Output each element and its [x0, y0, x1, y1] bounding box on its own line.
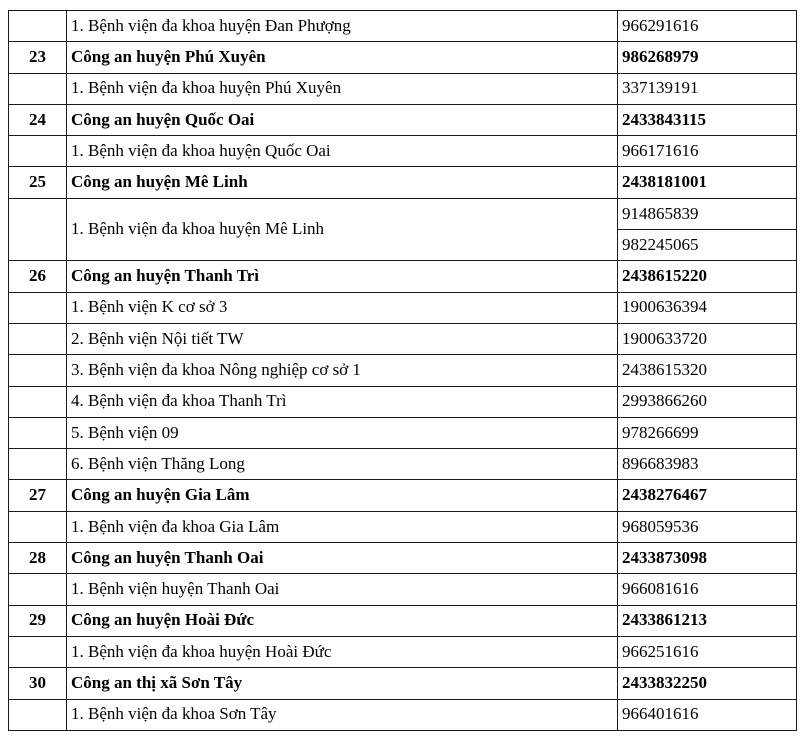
row-number [9, 699, 67, 730]
table-row [9, 543, 797, 574]
hospital-name: 1. Bệnh viện đa khoa huyện Phú Xuyên [67, 73, 618, 104]
row-number [9, 636, 67, 667]
hospital-name: 1. Bệnh viện đa khoa huyện Quốc Oai [67, 136, 618, 167]
police-unit-name: Công an huyện Gia Lâm [67, 480, 618, 511]
phone-number: 978266699 [618, 417, 797, 448]
phone-number: 1900633720 [618, 323, 797, 354]
row-number [9, 292, 67, 323]
row-number: 30 [9, 668, 67, 699]
row-number: 29 [9, 605, 67, 636]
phone-number: 966401616 [618, 699, 797, 730]
row-number: 24 [9, 104, 67, 135]
police-unit-name: Công an huyện Thanh Oai [67, 543, 618, 574]
phone-number: 2438181001 [618, 167, 797, 198]
table-row [9, 605, 797, 636]
table-row [9, 136, 797, 167]
row-number: 23 [9, 42, 67, 73]
table-row [9, 417, 797, 448]
table-row [9, 511, 797, 542]
hospital-name: 1. Bệnh viện đa khoa Gia Lâm [67, 511, 618, 542]
hospital-name: 6. Bệnh viện Thăng Long [67, 449, 618, 480]
row-number [9, 449, 67, 480]
phone-number: 966251616 [618, 636, 797, 667]
table-row [9, 668, 797, 699]
phone-number: 2433832250 [618, 668, 797, 699]
row-number [9, 355, 67, 386]
table-row [9, 167, 797, 198]
table-row [9, 636, 797, 667]
table-row [9, 198, 797, 229]
table-row [9, 355, 797, 386]
phone-number: 2433861213 [618, 605, 797, 636]
hospital-name: 1. Bệnh viện huyện Thanh Oai [67, 574, 618, 605]
row-number [9, 136, 67, 167]
table-row [9, 574, 797, 605]
phone-number: 966291616 [618, 11, 797, 42]
hospital-name: 5. Bệnh viện 09 [67, 417, 618, 448]
table-row [9, 480, 797, 511]
table-row [9, 11, 797, 42]
phone-number: 2433873098 [618, 543, 797, 574]
phone-number: 986268979 [618, 42, 797, 73]
row-number [9, 73, 67, 104]
phone-number: 2438615320 [618, 355, 797, 386]
hospital-name: 1. Bệnh viện đa khoa huyện Hoài Đức [67, 636, 618, 667]
phone-number: 966081616 [618, 574, 797, 605]
hospital-name: 1. Bệnh viện đa khoa Sơn Tây [67, 699, 618, 730]
row-number [9, 386, 67, 417]
hospital-name: 3. Bệnh viện đa khoa Nông nghiệp cơ sở 1 [67, 355, 618, 386]
hospital-name: 1. Bệnh viện đa khoa huyện Đan Phượng [67, 11, 618, 42]
table-row [9, 261, 797, 292]
police-unit-name: Công an huyện Mê Linh [67, 167, 618, 198]
row-number: 28 [9, 543, 67, 574]
hospital-name: 1. Bệnh viện K cơ sở 3 [67, 292, 618, 323]
table-row [9, 323, 797, 354]
phone-number: 982245065 [618, 230, 797, 261]
row-number [9, 417, 67, 448]
table-row [9, 449, 797, 480]
police-unit-name: Công an thị xã Sơn Tây [67, 668, 618, 699]
phone-number: 896683983 [618, 449, 797, 480]
hospital-name: 2. Bệnh viện Nội tiết TW [67, 323, 618, 354]
row-number [9, 511, 67, 542]
table-row [9, 292, 797, 323]
table-row [9, 386, 797, 417]
phone-number: 1900636394 [618, 292, 797, 323]
hospital-name: 4. Bệnh viện đa khoa Thanh Trì [67, 386, 618, 417]
police-unit-name: Công an huyện Phú Xuyên [67, 42, 618, 73]
table-row [9, 699, 797, 730]
row-number: 27 [9, 480, 67, 511]
phone-number: 2433843115 [618, 104, 797, 135]
row-number: 26 [9, 261, 67, 292]
phone-number: 966171616 [618, 136, 797, 167]
row-number [9, 198, 67, 261]
phone-number: 968059536 [618, 511, 797, 542]
police-unit-name: Công an huyện Thanh Trì [67, 261, 618, 292]
contact-table [8, 10, 797, 731]
table-row [9, 73, 797, 104]
table-row [9, 104, 797, 135]
hospital-name: 1. Bệnh viện đa khoa huyện Mê Linh [67, 198, 618, 261]
phone-number: 2438276467 [618, 480, 797, 511]
row-number [9, 323, 67, 354]
row-number: 25 [9, 167, 67, 198]
phone-number: 337139191 [618, 73, 797, 104]
police-unit-name: Công an huyện Quốc Oai [67, 104, 618, 135]
row-number [9, 574, 67, 605]
phone-number: 2438615220 [618, 261, 797, 292]
phone-number: 2993866260 [618, 386, 797, 417]
row-number [9, 11, 67, 42]
phone-number: 914865839 [618, 198, 797, 229]
police-unit-name: Công an huyện Hoài Đức [67, 605, 618, 636]
table-row [9, 42, 797, 73]
